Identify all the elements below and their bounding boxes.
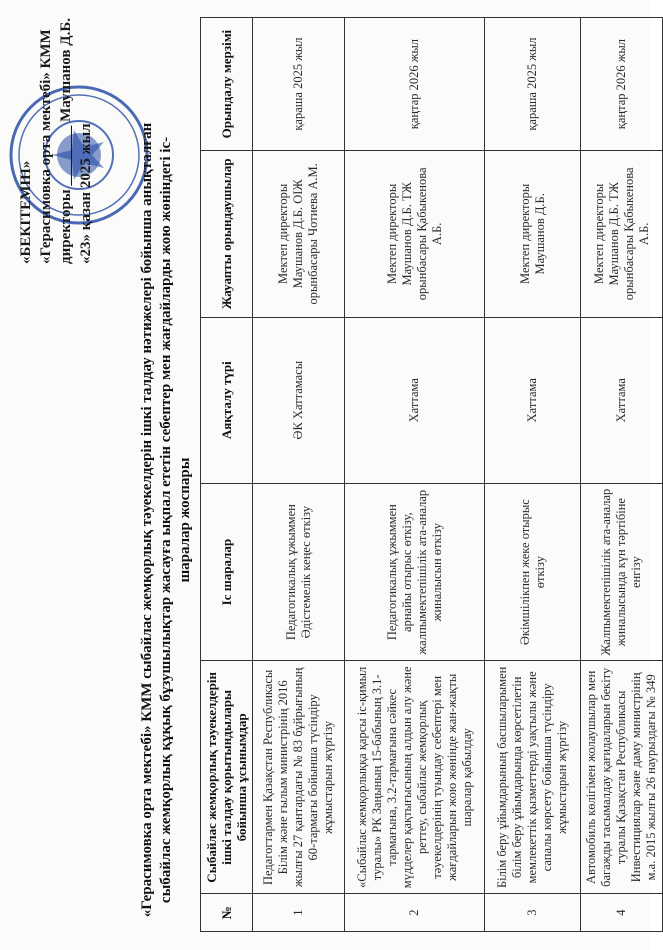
title-line2: сыбайлас жемқорлық құқық бұзушылықтар жасауға ықпал ететін себептер мен жағдайларды жою жөніндегі іс- — [158, 136, 174, 904]
row-activity: Әкімшілікпен жеке отырыс өткізу — [485, 483, 581, 660]
title-line3: шаралар жоспары — [177, 457, 193, 583]
table-row — [345, 18, 485, 932]
table-row — [253, 18, 345, 932]
table-row — [581, 18, 663, 932]
row-recommendation: Педагогтармен Қазақстан Республикасы Білім және ғылым министрінің 2016 жылғы 27 қантардағы № 83 бұйрығының 60-тармағы бойынша түсіндіру жұмыстарын жүргізу — [253, 661, 345, 894]
row-completion: Хаттама — [581, 317, 663, 483]
row-activity: Педагогикалық ұжыммен Әдістемелік кеңес өткізу — [253, 483, 345, 660]
approval-block — [16, 4, 96, 264]
row-num: 2 — [345, 894, 485, 932]
row-activity: Педагогикалық ұжыммен арнайы отырыс өткізу, жалпымектепішілік ата-аналар жиналысын өткізу — [345, 483, 485, 660]
row-deadline: қаңтар 2026 жыл — [581, 18, 663, 151]
row-responsible: Мектеп директоры Маушанов Д.Б. ТЖ орынбасары Қабыкенова А.Б. — [581, 151, 663, 317]
header-completion: Аяқталу түрі — [201, 317, 253, 483]
document-title — [138, 120, 195, 920]
title-line1: «Герасимовка орта мектебі» КММ сыбайлас жемқорлық тәуекелдерін ішкі талдау нәтижелері бойынша анықталған — [139, 122, 155, 918]
header-activity: Іс шаралар — [201, 483, 253, 660]
header-recommendation: Сыбайлас жемқорлық тәуекелдерін ішкі талдау қорытындылары бойынша ұсынымдар — [201, 661, 253, 894]
row-recommendation: Автомобиль көлігімен жолаушылар мен багажды тасымалдау қағидаларын бекіту туралы Қазақстан Республикасы Инвестициялар және даму министрінің м.а. 2015 жылғы 26 наурыздағы № 349 — [581, 661, 663, 894]
table-header-row — [201, 18, 253, 932]
header-responsible: Жауапты орындаушылар — [201, 151, 253, 317]
row-deadline: қараша 2025 жыл — [253, 18, 345, 151]
row-responsible: Мектеп директоры Маушанов Д.Б. — [485, 151, 581, 317]
row-completion: Хаттама — [345, 317, 485, 483]
approval-date: «23» қазан 2025 жыл — [78, 123, 94, 264]
row-num: 1 — [253, 894, 345, 932]
row-deadline: қаңтар 2026 жыл — [345, 18, 485, 151]
action-plan-table — [200, 17, 663, 932]
row-activity: Жалпымектепішілік ата-аналар жиналысында күн тәртібіне енгізу — [581, 483, 663, 660]
approval-line1: «Герасимовка орта мектебі» КММ — [38, 29, 54, 264]
row-completion: ӘК Хаттамасы — [253, 317, 345, 483]
header-num: № — [201, 894, 253, 932]
approval-line2: директоры ________ Маушанов Д.Б. — [58, 17, 74, 264]
header-deadline: Орындалу мерзімі — [201, 18, 253, 151]
row-num: 4 — [581, 894, 663, 932]
row-deadline: қараша 2025 жыл — [485, 18, 581, 151]
table-row — [485, 18, 581, 932]
row-recommendation: Білім беру ұйымдарының басшыларымен білім беру ұйымдарында көрсетілетін мемлекеттік қызметтерді уақтылы және сапалы көрсету бойынша түсіндіру жұмыстарын жүргізу — [485, 661, 581, 894]
row-completion: Хаттама — [485, 317, 581, 483]
row-recommendation: «Сыбайлас жемқорлыққа қарсы іс-қимыл туралы» РК Заңының 15-бабының 3.1-тармағына, 3.2-тармағына сәйкес мүдделер қақтығысының алдын алу және реттеу, сыбайлас жемқорлық тәуекелдерінің туындау себептері мен жағдайларын жою жөнінде жан-жақты шаралар қабылдау — [345, 661, 485, 894]
row-responsible: Мектеп директоры Маушанов Д.Б. ОІЖ орынбасары Чотиева А.М. — [253, 151, 345, 317]
approval-heading: «БЕКІТЕМІН» — [18, 160, 34, 264]
row-responsible: Мектеп директоры Маушанов Д.Б. ТЖ орынбасары Қабыкенова А.Б. — [345, 151, 485, 317]
row-num: 3 — [485, 894, 581, 932]
